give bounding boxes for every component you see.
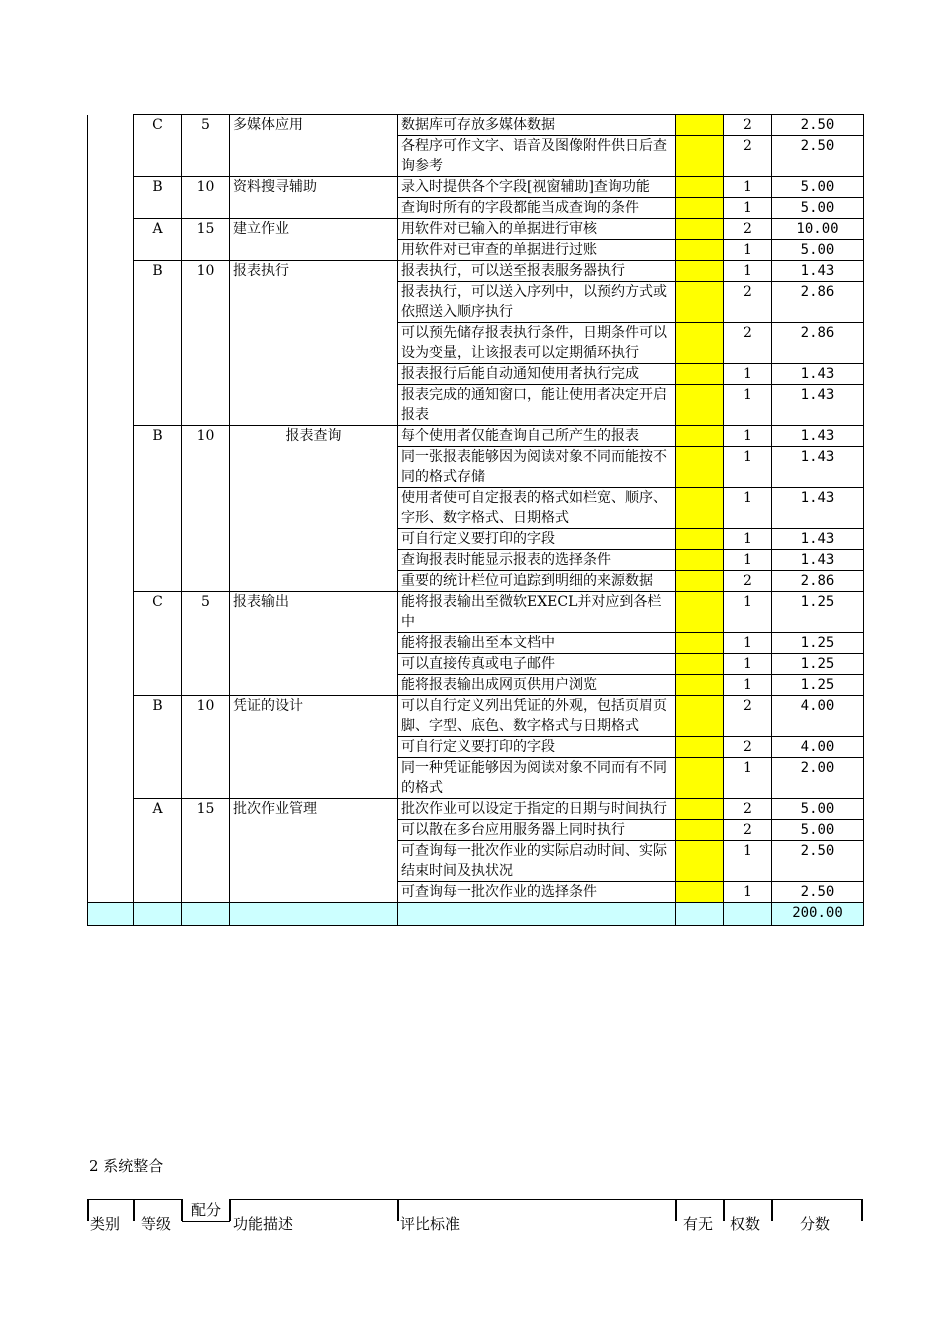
score-cell: 5 — [182, 115, 230, 177]
have-cell[interactable] — [676, 675, 724, 696]
section-title: 2 系统整合 — [89, 1157, 164, 1175]
standard-cell: 报表报行后能自动通知使用者执行完成 — [398, 364, 676, 385]
have-cell[interactable] — [676, 447, 724, 488]
score-cell: 10 — [182, 261, 230, 426]
have-cell[interactable] — [676, 136, 724, 177]
score-cell: 10 — [182, 426, 230, 592]
table-row — [88, 799, 864, 820]
table-row — [88, 115, 864, 136]
points-cell: 1.25 — [772, 633, 864, 654]
header-score: 配分 — [182, 1199, 230, 1222]
weight-cell: 1 — [724, 550, 772, 571]
standard-cell: 可以自行定义列出凭证的外观，包括页眉页脚、字型、底色、数字格式与日期格式 — [398, 696, 676, 737]
standard-cell: 查询报表时能显示报表的选择条件 — [398, 550, 676, 571]
total-empty-cell — [724, 903, 772, 926]
table-row — [88, 219, 864, 240]
weight-cell: 2 — [724, 115, 772, 136]
weight-cell: 1 — [724, 488, 772, 529]
header-have: 有无 — [683, 1215, 714, 1233]
weight-cell: 1 — [724, 240, 772, 261]
points-cell: 1.43 — [772, 364, 864, 385]
header-weight: 权数 — [730, 1215, 761, 1233]
standard-cell: 能将报表输出至微软EXECL并对应到各栏中 — [398, 592, 676, 633]
points-cell: 1.43 — [772, 385, 864, 426]
have-cell[interactable] — [676, 820, 724, 841]
function-cell: 批次作业管理 — [230, 799, 398, 903]
total-empty-cell — [230, 903, 398, 926]
weight-cell: 1 — [724, 675, 772, 696]
have-cell[interactable] — [676, 758, 724, 799]
points-cell: 5.00 — [772, 240, 864, 261]
points-cell: 1.43 — [772, 447, 864, 488]
table-row — [88, 592, 864, 633]
standard-cell: 批次作业可以设定于指定的日期与时间执行 — [398, 799, 676, 820]
weight-cell: 1 — [724, 385, 772, 426]
grade-cell: B — [134, 261, 182, 426]
score-cell: 15 — [182, 799, 230, 903]
points-cell: 4.00 — [772, 737, 864, 758]
have-cell[interactable] — [676, 882, 724, 903]
category-cell — [88, 115, 134, 903]
weight-cell: 2 — [724, 136, 772, 177]
grade-cell: B — [134, 177, 182, 219]
weight-cell: 1 — [724, 364, 772, 385]
points-cell: 2.86 — [772, 571, 864, 592]
table-row — [88, 426, 864, 447]
have-cell[interactable] — [676, 799, 724, 820]
have-cell[interactable] — [676, 633, 724, 654]
have-cell[interactable] — [676, 177, 724, 198]
points-cell: 1.43 — [772, 529, 864, 550]
standard-cell: 能将报表输出成网页供用户浏览 — [398, 675, 676, 696]
have-cell[interactable] — [676, 364, 724, 385]
points-cell: 1.43 — [772, 426, 864, 447]
weight-cell: 2 — [724, 737, 772, 758]
weight-cell: 1 — [724, 654, 772, 675]
grade-cell: C — [134, 115, 182, 177]
points-cell: 2.86 — [772, 323, 864, 364]
grade-cell: B — [134, 426, 182, 592]
evaluation-table — [87, 114, 864, 926]
standard-cell: 各程序可作文字、语音及图像附件供日后查询参考 — [398, 136, 676, 177]
grade-cell: A — [134, 799, 182, 903]
have-cell[interactable] — [676, 219, 724, 240]
weight-cell: 2 — [724, 820, 772, 841]
points-cell: 1.43 — [772, 550, 864, 571]
points-cell: 5.00 — [772, 799, 864, 820]
score-cell: 5 — [182, 592, 230, 696]
total-empty-cell — [182, 903, 230, 926]
standard-cell: 用软件对已审查的单据进行过账 — [398, 240, 676, 261]
weight-cell: 2 — [724, 282, 772, 323]
points-cell: 1.25 — [772, 675, 864, 696]
standard-cell: 同一种凭证能够因为阅读对象不同而有不同的格式 — [398, 758, 676, 799]
function-cell: 多媒体应用 — [230, 115, 398, 177]
function-cell: 报表执行 — [230, 261, 398, 426]
standard-cell: 录入时提供各个字段[视窗辅助]查询功能 — [398, 177, 676, 198]
have-cell[interactable] — [676, 282, 724, 323]
have-cell[interactable] — [676, 488, 724, 529]
header-points: 分数 — [800, 1215, 831, 1233]
total-empty-cell — [398, 903, 676, 926]
points-cell: 1.43 — [772, 261, 864, 282]
weight-cell: 1 — [724, 261, 772, 282]
total-empty-cell — [88, 903, 134, 926]
standard-cell: 可查询每一批次作业的实际启动时间、实际结束时间及执状况 — [398, 841, 676, 882]
weight-cell: 2 — [724, 799, 772, 820]
total-points-cell: 200.00 — [772, 903, 864, 926]
grade-cell: A — [134, 219, 182, 261]
standard-cell: 使用者使可自定报表的格式如栏宽、顺序、字形、数字格式、日期格式 — [398, 488, 676, 529]
have-cell[interactable] — [676, 385, 724, 426]
header-function: 功能描述 — [233, 1215, 294, 1233]
total-row — [88, 903, 864, 926]
grade-cell: B — [134, 696, 182, 799]
standard-cell: 能将报表输出至本文档中 — [398, 633, 676, 654]
standard-cell: 可查询每一批次作业的选择条件 — [398, 882, 676, 903]
header-category: 类别 — [90, 1215, 121, 1233]
function-cell: 报表查询 — [230, 426, 398, 592]
standard-cell: 查询时所有的字段都能当成查询的条件 — [398, 198, 676, 219]
standard-cell: 报表完成的通知窗口，能让使用者决定开启报表 — [398, 385, 676, 426]
header-standard: 评比标准 — [400, 1215, 461, 1233]
have-cell[interactable] — [676, 592, 724, 633]
total-empty-cell — [134, 903, 182, 926]
have-cell[interactable] — [676, 571, 724, 592]
have-cell[interactable] — [676, 737, 724, 758]
have-cell[interactable] — [676, 261, 724, 282]
weight-cell: 1 — [724, 758, 772, 799]
score-cell: 10 — [182, 177, 230, 219]
weight-cell: 1 — [724, 882, 772, 903]
standard-cell: 可自行定义要打印的字段 — [398, 529, 676, 550]
weight-cell: 2 — [724, 219, 772, 240]
table-row — [88, 177, 864, 198]
standard-cell: 每个使用者仅能查询自己所产生的报表 — [398, 426, 676, 447]
standard-cell: 可以预先储存报表执行条件，日期条件可以设为变量，让该报表可以定期循环执行 — [398, 323, 676, 364]
weight-cell: 1 — [724, 198, 772, 219]
table-row — [88, 261, 864, 282]
function-cell: 建立作业 — [230, 219, 398, 261]
standard-cell: 报表执行，可以送入序列中，以预约方式或依照送入顺序执行 — [398, 282, 676, 323]
have-cell[interactable] — [676, 654, 724, 675]
points-cell: 2.50 — [772, 136, 864, 177]
points-cell: 2.86 — [772, 282, 864, 323]
standard-cell: 可以散在多台应用服务器上同时执行 — [398, 820, 676, 841]
standard-cell: 用软件对已输入的单据进行审核 — [398, 219, 676, 240]
grade-cell: C — [134, 592, 182, 696]
have-cell[interactable] — [676, 198, 724, 219]
function-cell: 资料搜寻辅助 — [230, 177, 398, 219]
score-cell: 15 — [182, 219, 230, 261]
function-cell: 凭证的设计 — [230, 696, 398, 799]
points-cell: 2.50 — [772, 841, 864, 882]
have-cell[interactable] — [676, 240, 724, 261]
standard-cell: 重要的统计栏位可追踪到明细的来源数据 — [398, 571, 676, 592]
standard-cell: 可自行定义要打印的字段 — [398, 737, 676, 758]
weight-cell: 2 — [724, 696, 772, 737]
weight-cell: 1 — [724, 529, 772, 550]
weight-cell: 1 — [724, 592, 772, 633]
table-row — [88, 696, 864, 737]
weight-cell: 1 — [724, 426, 772, 447]
weight-cell: 2 — [724, 571, 772, 592]
have-cell[interactable] — [676, 550, 724, 571]
points-cell: 5.00 — [772, 820, 864, 841]
have-cell[interactable] — [676, 323, 724, 364]
points-cell: 5.00 — [772, 198, 864, 219]
standard-cell: 同一张报表能够因为阅读对象不同而能按不同的格式存储 — [398, 447, 676, 488]
score-cell: 10 — [182, 696, 230, 799]
standard-cell: 可以直接传真或电子邮件 — [398, 654, 676, 675]
table-header-system-integration — [87, 1199, 863, 1239]
have-cell[interactable] — [676, 696, 724, 737]
function-cell: 报表输出 — [230, 592, 398, 696]
points-cell: 1.25 — [772, 654, 864, 675]
points-cell: 10.00 — [772, 219, 864, 240]
have-cell[interactable] — [676, 115, 724, 136]
have-cell[interactable] — [676, 841, 724, 882]
have-cell[interactable] — [676, 426, 724, 447]
points-cell: 2.50 — [772, 115, 864, 136]
have-cell[interactable] — [676, 529, 724, 550]
points-cell: 5.00 — [772, 177, 864, 198]
weight-cell: 1 — [724, 447, 772, 488]
standard-cell: 数据库可存放多媒体数据 — [398, 115, 676, 136]
header-grade: 等级 — [141, 1215, 172, 1233]
weight-cell: 2 — [724, 323, 772, 364]
points-cell: 2.50 — [772, 882, 864, 903]
standard-cell: 报表执行，可以送至报表服务器执行 — [398, 261, 676, 282]
weight-cell: 1 — [724, 177, 772, 198]
weight-cell: 1 — [724, 633, 772, 654]
total-empty-cell — [676, 903, 724, 926]
points-cell: 2.00 — [772, 758, 864, 799]
points-cell: 1.43 — [772, 488, 864, 529]
points-cell: 4.00 — [772, 696, 864, 737]
weight-cell: 1 — [724, 841, 772, 882]
points-cell: 1.25 — [772, 592, 864, 633]
